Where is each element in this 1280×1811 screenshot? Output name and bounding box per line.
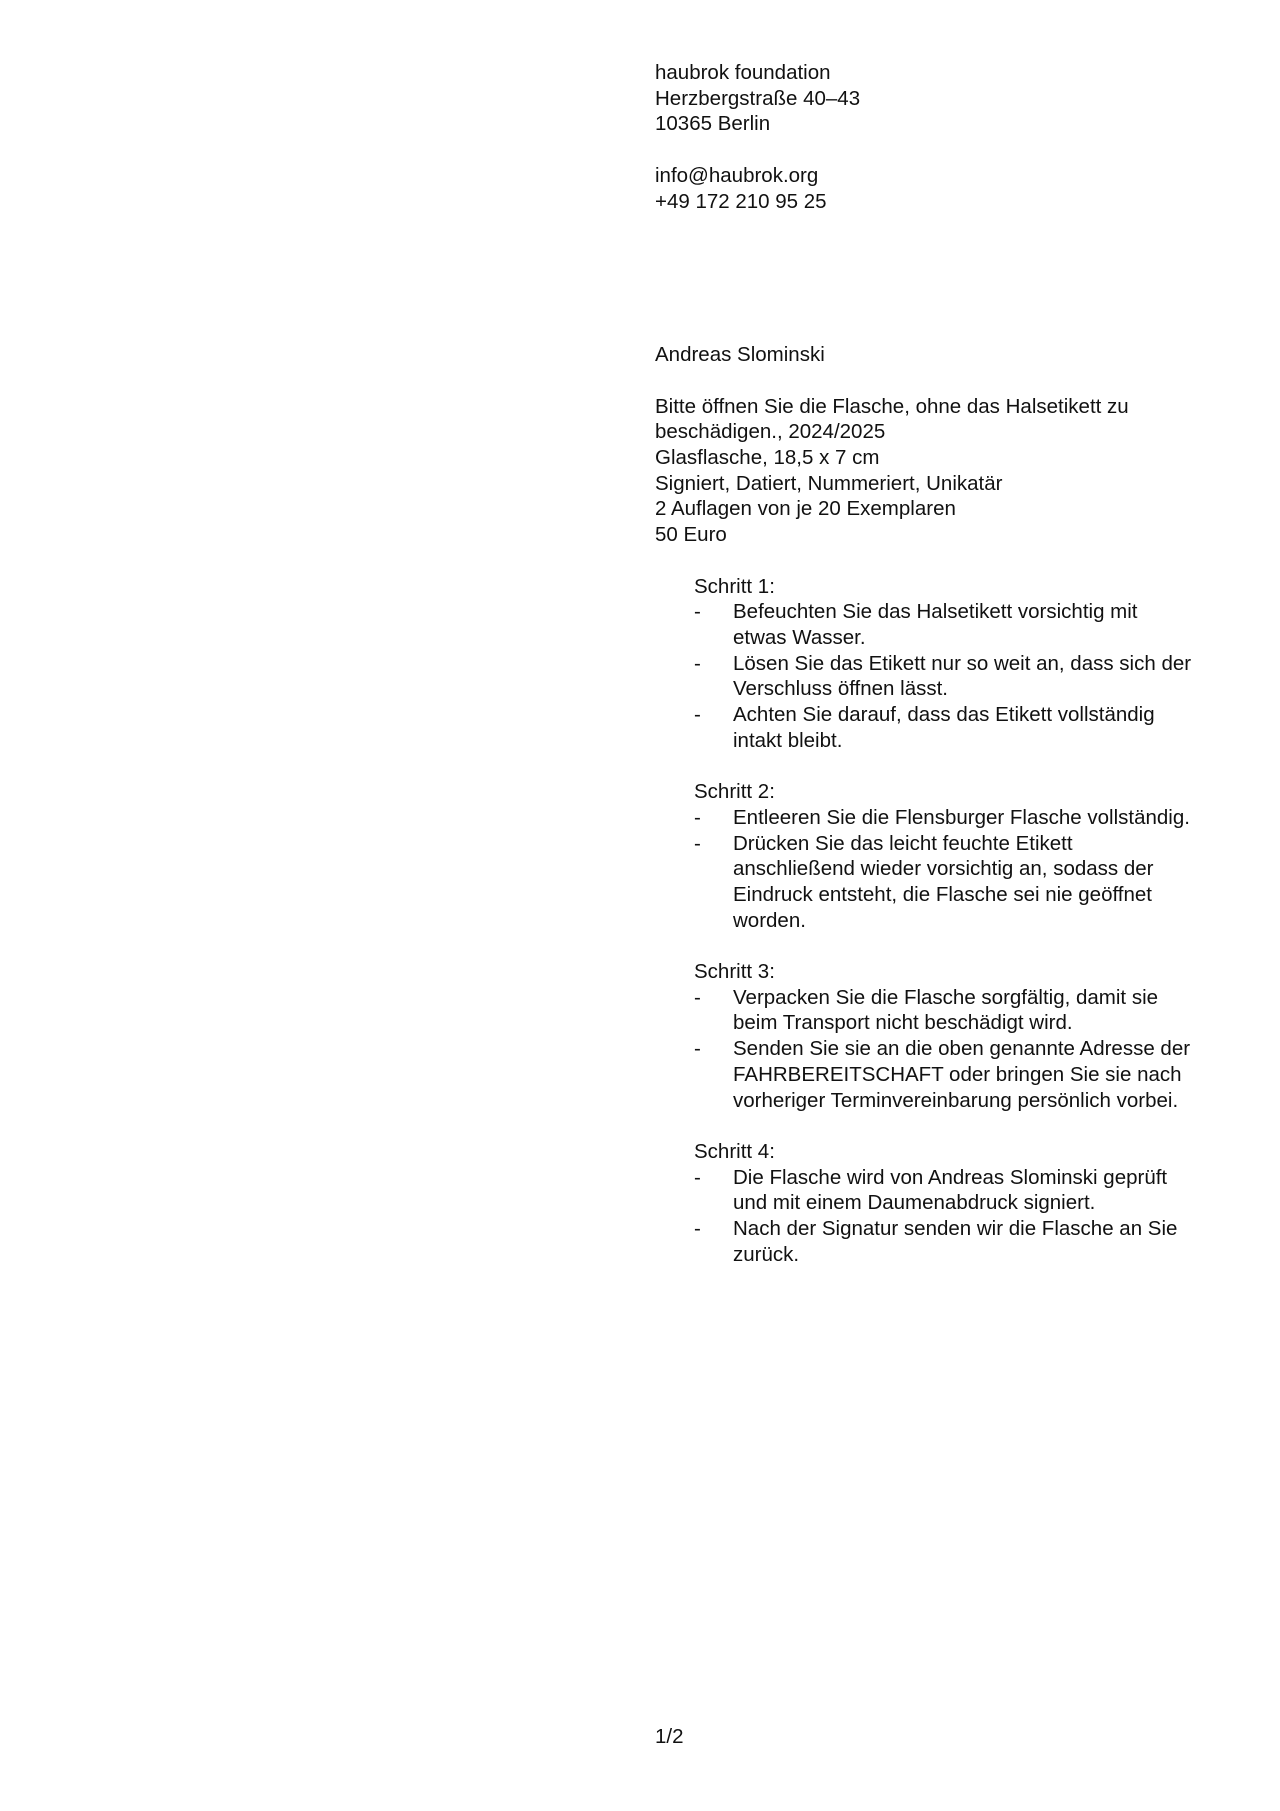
artwork-price: 50 Euro (655, 523, 727, 547)
page-number: 1/2 (655, 1725, 684, 1748)
artwork-edition: 2 Auflagen von je 20 Exemplaren (655, 497, 956, 521)
bullet-text-line: beim Transport nicht beschädigt wird. (733, 1011, 1073, 1035)
step-title: Schritt 1: (694, 574, 775, 598)
sender-phone: +49 172 210 95 25 (655, 189, 827, 213)
artwork-title-line-1: Bitte öffnen Sie die Flasche, ohne das Halsetikett zu (655, 394, 1129, 418)
bullet-text (733, 805, 1233, 831)
sender-address (655, 60, 1235, 214)
artwork-details: Signiert, Datiert, Nummeriert, Unikatär (655, 471, 1003, 495)
bullet-text-line: anschließend wieder vorsichtig an, sodass der (733, 857, 1154, 881)
bullet-text-line: etwas Wasser. (733, 625, 866, 649)
step-block (694, 1139, 1235, 1268)
artist-name: Andreas Slominski (655, 343, 825, 367)
bullet-text-line: FAHRBEREITSCHAFT oder bringen Sie sie nach (733, 1062, 1182, 1086)
bullet-text-line: Verpacken Sie die Flasche sorgfältig, damit sie (733, 985, 1159, 1009)
bullet-text-line: zurück. (733, 1242, 800, 1266)
bullet-text-line: Verschluss öffnen lässt. (733, 677, 948, 701)
bullet-text-line: und mit einem Daumenabdruck signiert. (733, 1191, 1096, 1215)
bullet-text-line: Eindruck entsteht, die Flasche sei nie geöffnet (733, 882, 1152, 906)
bullet-text-line: Nach der Signatur senden wir die Flasche an Sie (733, 1217, 1178, 1241)
bullet-text (733, 702, 1233, 753)
step-bullet (694, 1036, 1235, 1113)
bullet-text-line: Die Flasche wird von Andreas Slominski geprüft (733, 1165, 1168, 1189)
step-block (694, 574, 1235, 754)
step-block (694, 779, 1235, 933)
artwork-info (655, 342, 1235, 548)
bullet-text (733, 1165, 1233, 1216)
bullet-dash: - (694, 1217, 701, 1241)
bullet-text (733, 599, 1233, 650)
step-block (694, 959, 1235, 1113)
bullet-dash: - (694, 1037, 701, 1061)
step-bullet (694, 1216, 1235, 1267)
step-bullet (694, 805, 1235, 831)
artwork-material: Glasflasche, 18,5 x 7 cm (655, 446, 880, 469)
step-bullet (694, 702, 1235, 753)
step-title: Schritt 4: (694, 1139, 775, 1163)
sender-email: info@haubrok.org (655, 163, 819, 187)
bullet-text-line: Entleeren Sie die Flensburger Flasche vollständig. (733, 805, 1190, 829)
sender-city: 10365 Berlin (655, 112, 771, 136)
step-bullet (694, 599, 1235, 650)
bullet-dash: - (694, 831, 701, 855)
bullet-text-line: worden. (733, 908, 806, 932)
artwork-title-line-2: beschädigen., 2024/2025 (655, 420, 886, 444)
bullet-text (733, 1036, 1233, 1113)
sender-name: haubrok foundation (655, 61, 831, 84)
bullet-dash: - (694, 805, 701, 829)
bullet-dash: - (694, 1165, 701, 1189)
bullet-text (733, 831, 1233, 934)
step-title: Schritt 2: (694, 780, 775, 804)
bullet-text-line: Achten Sie darauf, dass das Etikett vollständig (733, 703, 1155, 727)
step-title: Schritt 3: (694, 960, 775, 984)
content-column (655, 60, 1235, 1267)
bullet-text-line: Senden Sie sie an die oben genannte Adresse der (733, 1037, 1191, 1061)
instruction-steps (694, 574, 1235, 1268)
bullet-dash: - (694, 600, 701, 624)
step-bullet (694, 985, 1235, 1036)
bullet-text-line: Drücken Sie das leicht feuchte Etikett (733, 831, 1073, 855)
bullet-dash: - (694, 703, 701, 727)
step-bullet (694, 831, 1235, 934)
bullet-text (733, 985, 1233, 1036)
bullet-dash: - (694, 651, 701, 675)
bullet-text-line: Lösen Sie das Etikett nur so weit an, dass sich der (733, 651, 1192, 675)
bullet-text-line: vorheriger Terminvereinbarung persönlich vorbei. (733, 1088, 1179, 1112)
sender-street: Herzbergstraße 40–43 (655, 86, 861, 110)
bullet-text (733, 651, 1233, 702)
step-bullet (694, 651, 1235, 702)
bullet-text-line: Befeuchten Sie das Halsetikett vorsichtig mit (733, 600, 1138, 624)
step-bullet (694, 1165, 1235, 1216)
bullet-dash: - (694, 985, 701, 1009)
bullet-text-line: intakt bleibt. (733, 728, 843, 752)
bullet-text (733, 1216, 1233, 1267)
